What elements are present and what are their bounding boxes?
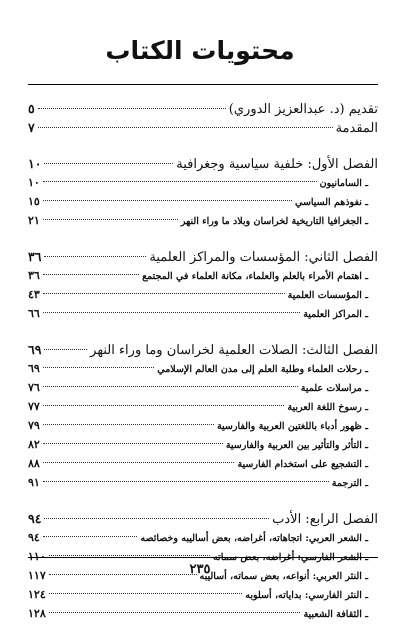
toc-page-number: ٣٦ (28, 249, 42, 264)
toc-entry-title: ـ المؤسسات العلمية (287, 290, 368, 301)
toc-subentry (28, 454, 378, 473)
toc-page-number: ٦٦ (28, 307, 40, 320)
toc-page-number: ١١٠ (28, 550, 46, 563)
toc-entry-title: ـ الترجمة (331, 478, 368, 489)
toc-page-number: ٦٩ (28, 362, 40, 375)
toc-page-number: ٢١ (28, 214, 40, 227)
toc-page-number: ٨٨ (28, 457, 40, 470)
toc-subentry (28, 397, 378, 416)
toc-entry-title: ـ السامانيون (319, 178, 368, 189)
toc-subentry (28, 604, 378, 623)
toc-page-number: ٦٩ (28, 342, 42, 357)
dot-leader (43, 536, 138, 537)
toc-page-number: ٩٤ (28, 511, 42, 526)
top-rule (28, 84, 378, 85)
dot-leader (44, 349, 87, 350)
dot-leader (49, 593, 243, 594)
section-gap (28, 137, 378, 154)
dot-leader (49, 555, 210, 556)
toc-page-number: ٥ (28, 101, 35, 116)
toc-entry-title: ـ نفوذهم السياسي (295, 197, 368, 208)
toc-page-number: ١٢٤ (28, 588, 46, 601)
toc-page-number: ٤٣ (28, 288, 40, 301)
toc-entry-title: الفصل الرابع: الأدب (272, 512, 378, 527)
toc-chapter-entry (28, 118, 378, 137)
toc-subentry (28, 416, 378, 435)
toc-subentry (28, 473, 378, 492)
section-gap (28, 323, 378, 340)
toc-subentry (28, 304, 378, 323)
dot-leader (38, 108, 226, 109)
toc-entry-title: ـ رحلات العلماء وطلبة العلم إلى مدن العالم الإسلامي (157, 364, 368, 375)
dot-leader (38, 127, 333, 128)
section-gap (28, 492, 378, 509)
dot-leader (43, 200, 292, 201)
toc-subentry (28, 435, 378, 454)
dot-leader (43, 405, 285, 406)
toc-entry-title: ـ مراسلات علمية (300, 383, 368, 394)
page-title: محتويات الكتاب (105, 36, 295, 65)
toc-page-number: ٩٤ (28, 531, 40, 544)
toc-subentry (28, 266, 378, 285)
toc-page-number: ٧٦ (28, 381, 40, 394)
toc-chapter-entry (28, 154, 378, 173)
toc-subentry (28, 528, 378, 547)
toc-subentry (28, 192, 378, 211)
toc-entry-title: ـ التشجيع على استخدام الفارسية (237, 459, 368, 470)
toc-page-number: ٧ (28, 120, 35, 135)
toc-chapter-entry (28, 247, 378, 266)
dot-leader (43, 481, 329, 482)
toc-entry-title: ـ النثر الفارسي: بداياته، أسلوبه (245, 590, 368, 601)
toc-chapter-entry (28, 340, 378, 359)
toc-entry-title: ـ الجغرافيا التاريخية لخراسان وبلاد ما وراء النهر (180, 216, 368, 227)
table-of-contents (28, 99, 378, 623)
section-gap (28, 230, 378, 247)
dot-leader (44, 256, 146, 257)
toc-page-number: ١٠ (28, 156, 42, 171)
dot-leader (43, 443, 223, 444)
toc-entry-title: ـ ظهور أدباء باللغتين العربية والفارسية (216, 421, 368, 432)
dot-leader (44, 518, 269, 519)
toc-entry-title: ـ الشعر الفارسي: أغراضه، بعض سماته (212, 552, 368, 563)
dot-leader (43, 462, 235, 463)
page-number: ٢٣٥ (189, 562, 211, 577)
toc-page-number: ٨٢ (28, 438, 40, 451)
toc-entry-title: ـ اهتمام الأمراء بالعلم والعلماء، مكانة العلماء في المجتمع (142, 271, 368, 282)
toc-chapter-entry (28, 509, 378, 528)
dot-leader (43, 424, 214, 425)
toc-page-number: ١١٧ (28, 569, 46, 582)
toc-subentry (28, 173, 378, 192)
toc-page-number: ١٢٨ (28, 607, 46, 620)
toc-page-number: ١٥ (28, 195, 40, 208)
toc-entry-title: ـ الثقافة الشعبية (303, 609, 368, 620)
toc-page-number: ٧٧ (28, 400, 40, 413)
toc-subentry (28, 285, 378, 304)
toc-entry-title: المقدمة (335, 121, 378, 136)
dot-leader (43, 219, 178, 220)
toc-entry-title: الفصل الثالث: الصلات العلمية لخراسان وما وراء النهر (90, 343, 378, 358)
toc-entry-title: الفصل الأول: خلفية سياسية وجغرافية (176, 157, 378, 172)
dot-leader (43, 386, 298, 387)
dot-leader (43, 181, 317, 182)
toc-entry-title: ـ الشعر العربي: اتجاهاته، أغراضه، بعض أساليبه وخصائصه (140, 533, 368, 544)
toc-subentry (28, 378, 378, 397)
dot-leader (43, 367, 154, 368)
toc-subentry (28, 211, 378, 230)
dot-leader (44, 163, 173, 164)
toc-page-number: ١٠ (28, 176, 40, 189)
toc-page-number: ٣٦ (28, 269, 40, 282)
toc-entry-title: ـ رسوخ اللغة العربية (287, 402, 368, 413)
toc-entry-title: الفصل الثاني: المؤسسات والمراكز العلمية (149, 250, 378, 265)
dot-leader (43, 274, 139, 275)
bottom-rule (28, 557, 378, 558)
toc-subentry (28, 585, 378, 604)
toc-page-number: ٧٩ (28, 419, 40, 432)
toc-subentry (28, 359, 378, 378)
toc-entry-title: ـ المراكز العلمية (303, 309, 368, 320)
toc-page-number: ٩١ (28, 476, 40, 489)
toc-entry-title: ـ التأثر والتأثير بين العربية والفارسية (225, 440, 368, 451)
dot-leader (49, 612, 301, 613)
toc-entry-title: تقديم (د. عبدالعزيز الدوري) (228, 102, 378, 117)
toc-entry-title: ـ النثر العربي: أنواعه، بعض سماته، أساليبه (199, 571, 368, 582)
dot-leader (43, 312, 300, 313)
toc-chapter-entry (28, 99, 378, 118)
dot-leader (43, 293, 285, 294)
